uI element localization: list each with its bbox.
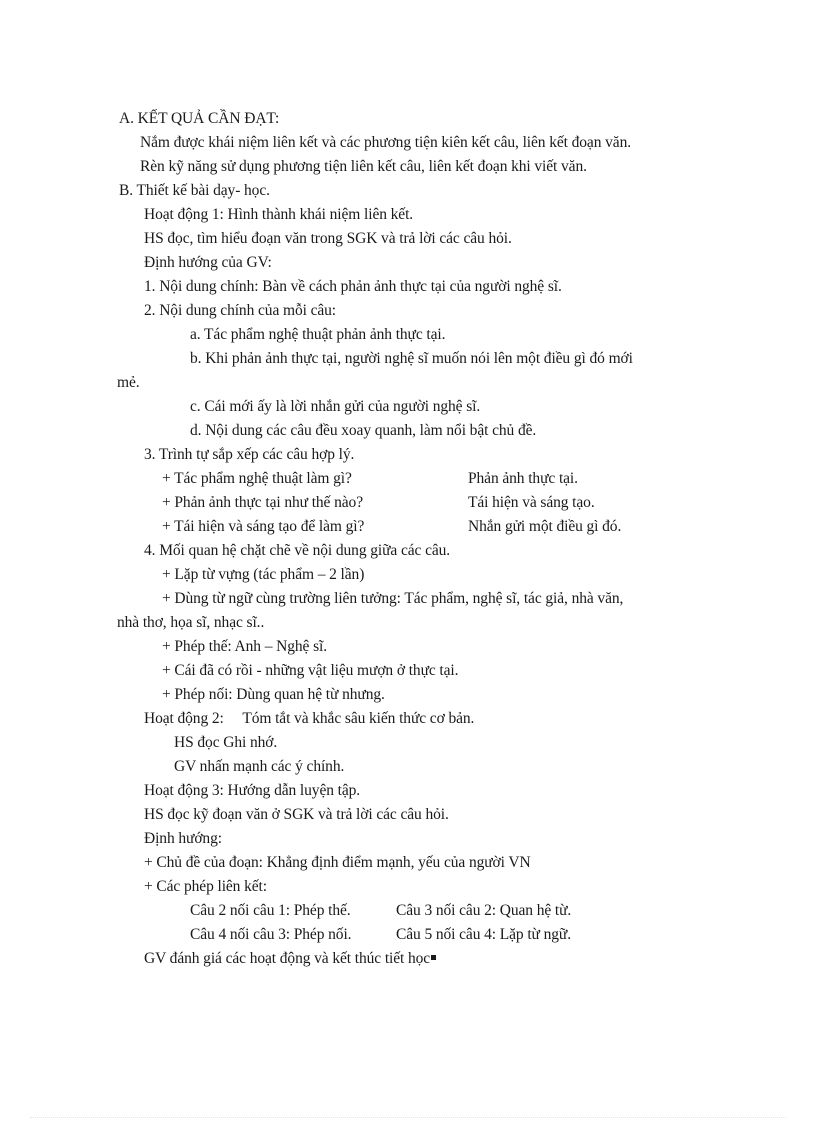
- point-4-item: + Dùng từ ngữ cùng trường liên tưởng: Tác phẩm, nghệ sĩ, tác giả, nhà văn,: [162, 590, 624, 607]
- sequence-row: [162, 469, 762, 489]
- point-1: 1. Nội dung chính: Bàn về cách phản ảnh thực tại của người nghệ sĩ.: [144, 278, 562, 295]
- point-4-item-cont: nhà thơ, họa sĩ, nhạc sĩ..: [117, 614, 265, 631]
- sequence-answer: Phản ảnh thực tại.: [468, 470, 578, 487]
- activity-1: Hoạt động 1: Hình thành khái niệm liên kết.: [144, 206, 414, 223]
- point-2: 2. Nội dung chính của mỗi câu:: [144, 302, 336, 319]
- point-2a: a. Tác phẩm nghệ thuật phản ảnh thực tại.: [190, 326, 446, 343]
- activity-3: Hoạt động 3: Hướng dẫn luyện tập.: [144, 782, 361, 799]
- linking-row: [190, 901, 610, 921]
- paragraph-topic: + Chủ đề của đoạn: Khẳng định điểm mạnh, yếu của người VN: [144, 854, 531, 871]
- linking-row: [190, 925, 610, 945]
- end-mark-icon: [431, 955, 436, 960]
- point-4-item: + Phép thế: Anh – Nghệ sĩ.: [162, 638, 328, 655]
- linking-methods: + Các phép liên kết:: [144, 878, 267, 895]
- activity-2-item: GV nhấn mạnh các ý chính.: [174, 758, 345, 775]
- sequence-row: [162, 493, 762, 513]
- activity-3-item: HS đọc kỹ đoạn văn ở SGK và trả lời các câu hỏi.: [144, 806, 449, 823]
- point-4: 4. Mối quan hệ chặt chẽ về nội dung giữa các câu.: [144, 542, 451, 559]
- point-3: 3. Trình tự sắp xếp các câu hợp lý.: [144, 446, 355, 463]
- objective-2: Rèn kỹ năng sử dụng phương tiện liên kết câu, liên kết đoạn khi viết văn.: [140, 158, 587, 175]
- point-4-item: + Phép nối: Dùng quan hệ từ nhưng.: [162, 686, 385, 703]
- point-4-item: + Cái đã có rồi - những vật liệu mượn ở thực tại.: [162, 662, 459, 679]
- heading-design: B. Thiết kế bài dạy- học.: [119, 182, 270, 199]
- linking-left: Câu 2 nối câu 1: Phép thế.: [190, 902, 351, 919]
- activity-2-item: HS đọc Ghi nhớ.: [174, 734, 278, 751]
- closing-line: [144, 949, 436, 969]
- sequence-question: + Tái hiện và sáng tạo để làm gì?: [162, 518, 365, 535]
- point-2b-line2: mẻ.: [117, 374, 140, 391]
- sequence-question: + Tác phẩm nghệ thuật làm gì?: [162, 470, 352, 487]
- sequence-question: + Phản ảnh thực tại như thế nào?: [162, 494, 363, 511]
- linking-right: Câu 5 nối câu 4: Lặp từ ngữ.: [396, 926, 571, 943]
- activity-2: Hoạt động 2: Tóm tắt và khắc sâu kiến thức cơ bản.: [144, 710, 475, 727]
- sequence-answer: Nhắn gửi một điều gì đó.: [468, 518, 622, 535]
- point-2c: c. Cái mới ấy là lời nhắn gửi của người nghệ sĩ.: [190, 398, 481, 415]
- sequence-answer: Tái hiện và sáng tạo.: [468, 494, 595, 511]
- closing-text: GV đánh giá các hoạt động và kết thúc tiết học: [144, 950, 431, 967]
- point-4-item: + Lặp từ vựng (tác phẩm – 2 lần): [162, 566, 365, 583]
- sequence-row: [162, 517, 762, 537]
- linking-right: Câu 3 nối câu 2: Quan hệ từ.: [396, 902, 572, 919]
- point-2b-line1: b. Khi phản ảnh thực tại, người nghệ sĩ muốn nói lên một điều gì đó mới: [190, 350, 633, 367]
- objective-1: Nắm được khái niệm liên kết và các phương tiện kiên kết câu, liên kết đoạn văn.: [140, 134, 631, 151]
- guidance-label: Định hướng:: [144, 830, 222, 847]
- linking-left: Câu 4 nối câu 3: Phép nối.: [190, 926, 352, 943]
- heading-results: A. KẾT QUẢ CẦN ĐẠT:: [119, 110, 280, 127]
- page-bottom-border: [30, 1117, 786, 1118]
- teacher-guidance: Định hướng của GV:: [144, 254, 272, 271]
- point-2d: d. Nội dung các câu đều xoay quanh, làm nổi bật chủ đề.: [190, 422, 537, 439]
- activity-1-student: HS đọc, tìm hiểu đoạn văn trong SGK và trả lời các câu hỏi.: [144, 230, 512, 247]
